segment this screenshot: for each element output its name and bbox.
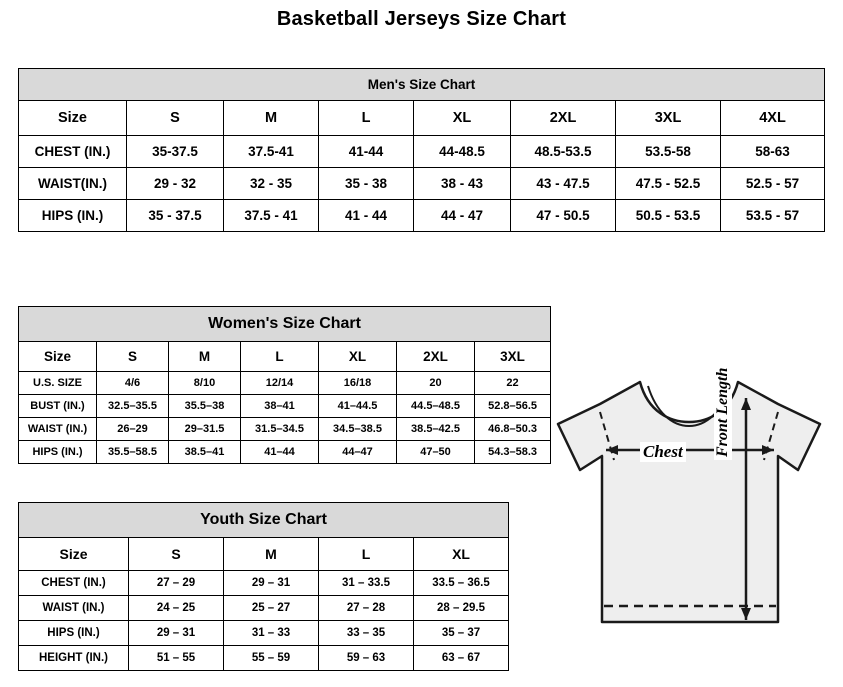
mens-cell-2-5: 50.5 - 53.5 <box>616 200 721 232</box>
womens-col-header-6: 3XL <box>475 342 551 372</box>
womens-cell-3-2: 41–44 <box>241 441 319 464</box>
womens-cell-1-0: 32.5–35.5 <box>97 395 169 418</box>
mens-cell-0-3: 44-48.5 <box>414 136 511 168</box>
womens-cell-0-2: 12/14 <box>241 372 319 395</box>
womens-header-row <box>19 342 551 372</box>
womens-cell-2-5: 46.8–50.3 <box>475 418 551 441</box>
womens-col-header-1: S <box>97 342 169 372</box>
mens-col-header-7: 4XL <box>721 101 825 136</box>
front-length-measure-label: Front Length <box>714 365 732 460</box>
youth-row-label-3: HEIGHT (IN.) <box>19 646 129 671</box>
womens-row-label-2: WAIST (IN.) <box>19 418 97 441</box>
womens-cell-2-2: 31.5–34.5 <box>241 418 319 441</box>
youth-cell-1-3: 28 – 29.5 <box>414 596 509 621</box>
womens-cell-1-2: 38–41 <box>241 395 319 418</box>
youth-row-label-2: HIPS (IN.) <box>19 621 129 646</box>
youth-cell-0-3: 33.5 – 36.5 <box>414 571 509 596</box>
table-row <box>19 646 509 671</box>
womens-row-label-0: U.S. SIZE <box>19 372 97 395</box>
mens-cell-2-0: 35 - 37.5 <box>127 200 224 232</box>
page-title: Basketball Jerseys Size Chart <box>276 8 567 30</box>
mens-size-chart-table <box>18 68 825 232</box>
youth-cell-2-0: 29 – 31 <box>129 621 224 646</box>
jersey-body-shape <box>558 382 820 622</box>
youth-cell-2-2: 33 – 35 <box>319 621 414 646</box>
youth-col-header-4: XL <box>414 538 509 571</box>
mens-cell-0-5: 53.5-58 <box>616 136 721 168</box>
womens-cell-0-1: 8/10 <box>169 372 241 395</box>
youth-cell-1-1: 25 – 27 <box>224 596 319 621</box>
womens-cell-0-3: 16/18 <box>319 372 397 395</box>
youth-row-label-1: WAIST (IN.) <box>19 596 129 621</box>
womens-cell-0-5: 22 <box>475 372 551 395</box>
table-row <box>19 200 825 232</box>
womens-col-header-5: 2XL <box>397 342 475 372</box>
youth-cell-3-1: 55 – 59 <box>224 646 319 671</box>
womens-cell-1-1: 35.5–38 <box>169 395 241 418</box>
youth-cell-1-0: 24 – 25 <box>129 596 224 621</box>
youth-col-header-0: Size <box>19 538 129 571</box>
womens-cell-1-4: 44.5–48.5 <box>397 395 475 418</box>
youth-col-header-2: M <box>224 538 319 571</box>
youth-cell-2-1: 31 – 33 <box>224 621 319 646</box>
youth-cell-2-3: 35 – 37 <box>414 621 509 646</box>
womens-col-header-2: M <box>169 342 241 372</box>
mens-header-row <box>19 101 825 136</box>
youth-cell-1-2: 27 – 28 <box>319 596 414 621</box>
mens-cell-1-6: 52.5 - 57 <box>721 168 825 200</box>
youth-cell-0-0: 27 – 29 <box>129 571 224 596</box>
mens-col-header-0: Size <box>19 101 127 136</box>
mens-cell-1-1: 32 - 35 <box>224 168 319 200</box>
youth-cell-0-1: 29 – 31 <box>224 571 319 596</box>
womens-cell-2-3: 34.5–38.5 <box>319 418 397 441</box>
mens-cell-0-6: 58-63 <box>721 136 825 168</box>
mens-cell-2-2: 41 - 44 <box>319 200 414 232</box>
mens-col-header-4: XL <box>414 101 511 136</box>
youth-size-chart-table <box>18 502 509 671</box>
mens-cell-2-1: 37.5 - 41 <box>224 200 319 232</box>
womens-chart-title-row <box>19 307 551 342</box>
womens-cell-3-5: 54.3–58.3 <box>475 441 551 464</box>
mens-cell-2-3: 44 - 47 <box>414 200 511 232</box>
table-row <box>19 395 551 418</box>
table-row <box>19 418 551 441</box>
youth-col-header-1: S <box>129 538 224 571</box>
womens-cell-2-1: 29–31.5 <box>169 418 241 441</box>
womens-row-label-1: BUST (IN.) <box>19 395 97 418</box>
womens-cell-3-4: 47–50 <box>397 441 475 464</box>
womens-size-chart-table <box>18 306 551 464</box>
mens-cell-1-5: 47.5 - 52.5 <box>616 168 721 200</box>
mens-cell-1-4: 43 - 47.5 <box>511 168 616 200</box>
youth-row-label-0: CHEST (IN.) <box>19 571 129 596</box>
jersey-illustration-svg <box>540 360 836 672</box>
mens-row-label-0: CHEST (IN.) <box>19 136 127 168</box>
table-row <box>19 168 825 200</box>
mens-cell-0-4: 48.5-53.5 <box>511 136 616 168</box>
womens-chart-title: Women's Size Chart <box>19 307 551 342</box>
mens-chart-title: Men's Size Chart <box>19 69 825 101</box>
youth-header-row <box>19 538 509 571</box>
table-row <box>19 136 825 168</box>
youth-cell-0-2: 31 – 33.5 <box>319 571 414 596</box>
table-row <box>19 441 551 464</box>
jersey-diagram <box>540 360 836 672</box>
womens-cell-3-1: 38.5–41 <box>169 441 241 464</box>
youth-chart-title-row <box>19 503 509 538</box>
mens-cell-0-1: 37.5-41 <box>224 136 319 168</box>
youth-col-header-3: L <box>319 538 414 571</box>
mens-row-label-2: HIPS (IN.) <box>19 200 127 232</box>
womens-cell-0-0: 4/6 <box>97 372 169 395</box>
womens-col-header-4: XL <box>319 342 397 372</box>
womens-cell-1-3: 41–44.5 <box>319 395 397 418</box>
chest-measure-label: Chest <box>640 442 686 462</box>
mens-cell-1-0: 29 - 32 <box>127 168 224 200</box>
womens-cell-2-0: 26–29 <box>97 418 169 441</box>
mens-cell-2-6: 53.5 - 57 <box>721 200 825 232</box>
mens-cell-2-4: 47 - 50.5 <box>511 200 616 232</box>
youth-cell-3-2: 59 – 63 <box>319 646 414 671</box>
mens-row-label-1: WAIST(IN.) <box>19 168 127 200</box>
womens-cell-0-4: 20 <box>397 372 475 395</box>
mens-col-header-1: S <box>127 101 224 136</box>
mens-cell-1-3: 38 - 43 <box>414 168 511 200</box>
table-row <box>19 372 551 395</box>
mens-chart-title-row <box>19 69 825 101</box>
youth-cell-3-3: 63 – 67 <box>414 646 509 671</box>
womens-col-header-3: L <box>241 342 319 372</box>
youth-chart-title: Youth Size Chart <box>19 503 509 538</box>
womens-row-label-3: HIPS (IN.) <box>19 441 97 464</box>
table-row <box>19 621 509 646</box>
table-row <box>19 571 509 596</box>
mens-col-header-6: 3XL <box>616 101 721 136</box>
mens-cell-0-0: 35-37.5 <box>127 136 224 168</box>
mens-col-header-3: L <box>319 101 414 136</box>
womens-col-header-0: Size <box>19 342 97 372</box>
table-row <box>19 596 509 621</box>
mens-cell-0-2: 41-44 <box>319 136 414 168</box>
womens-cell-2-4: 38.5–42.5 <box>397 418 475 441</box>
mens-col-header-2: M <box>224 101 319 136</box>
mens-cell-1-2: 35 - 38 <box>319 168 414 200</box>
womens-cell-3-0: 35.5–58.5 <box>97 441 169 464</box>
womens-cell-3-3: 44–47 <box>319 441 397 464</box>
mens-col-header-5: 2XL <box>511 101 616 136</box>
youth-cell-3-0: 51 – 55 <box>129 646 224 671</box>
womens-cell-1-5: 52.8–56.5 <box>475 395 551 418</box>
